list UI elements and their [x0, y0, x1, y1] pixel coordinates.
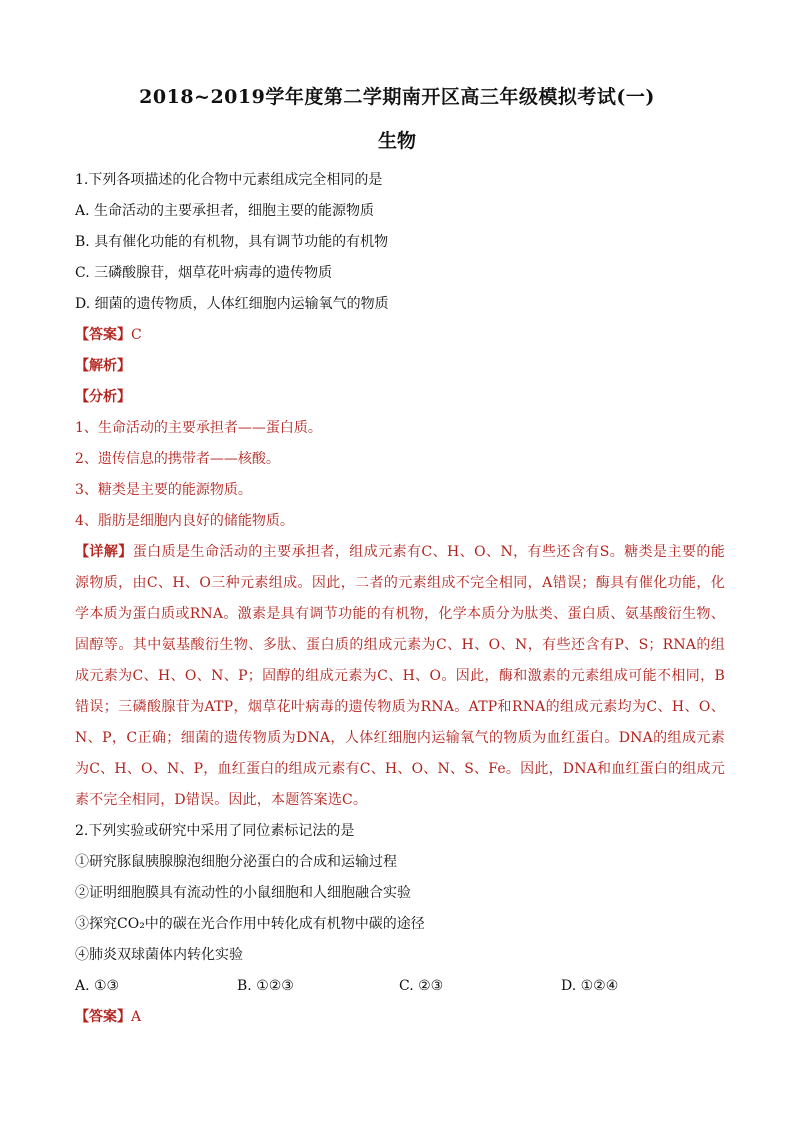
q2-item-2: ②证明细胞膜具有流动性的小鼠细胞和人细胞融合实验: [75, 885, 411, 901]
q2-option-d: D. ①②④: [561, 978, 619, 994]
q1-detail-tag: 【详解】: [75, 544, 133, 560]
subject-title: 生物: [377, 130, 416, 152]
q2-option-a: A. ①③: [75, 978, 120, 994]
q1-option-b: B. 具有催化功能的有机物，具有调节功能的有机物: [75, 234, 389, 250]
q2-option-c: C. ②③: [399, 978, 444, 994]
q2-item-4: ④肺炎双球菌体内转化实验: [75, 947, 243, 963]
q2-item-3: ③探究CO₂中的碳在光合作用中转化成有机物中碳的途径: [75, 916, 425, 932]
q1-fenxi-tag: 【分析】: [75, 389, 131, 405]
q1-stem: 1.下列各项描述的化合物中元素组成完全相同的是: [75, 172, 383, 188]
q1-point-2: 2、遗传信息的携带者——核酸。: [75, 451, 280, 467]
q1-option-d: D. 细菌的遗传物质，人体红细胞内运输氧气的物质: [75, 296, 389, 312]
q2-option-b: B. ①②③: [237, 978, 294, 994]
page-title: 2018~2019学年度第二学期南开区高三年级模拟考试(一): [139, 86, 655, 108]
q1-point-1: 1、生命活动的主要承担者——蛋白质。: [75, 420, 322, 436]
q1-answer-value: C: [131, 327, 142, 343]
q1-detail-text: 蛋白质是生命活动的主要承担者，组成元素有C、H、O、N，有些还含有S。糖类是主要的能源物质，由C、H、O三种元素组成。因此，二者的元素组成不完全相同，A错误；酶具有催化功能，化学本质为蛋白质或RNA。激素是具有调节功能的有机物，化学本质分为肽类、蛋白质、氨基酸衍生物、固醇等。其中氨基酸衍生物、多肽、蛋白质的组成元素为C、H、O、N，有些还含有P、S；RNA的组成元素为C、H、O、N、P；固醇的组成元素为C、H、O。因此，酶和激素的元素组成可能不相同，B错误；三磷酸腺苷为ATP，烟草花叶病毒的遗传物质为RNA。ATP和RNA的组成元素均为C、H、O、N、P，C正确；细菌的遗传物质为DNA，人体红细胞内运输氧气的物质为血红蛋白。DNA的组成元素为C、H、O、N、P，血红蛋白的组成元素有C、H、O、N、S、Fe。因此，DNA和血红蛋白的组成元素不完全相同，D错误。因此，本题答案选C。: [75, 544, 725, 808]
q2-answer-value: A: [131, 1009, 142, 1025]
q2-stem: 2.下列实验或研究中采用了同位素标记法的是: [75, 823, 355, 839]
q1-analysis-tag: 【解析】: [75, 358, 131, 374]
q2-answer-tag: 【答案】: [75, 1009, 131, 1025]
q1-point-3: 3、糖类是主要的能源物质。: [75, 482, 252, 498]
q2-options: [75, 971, 725, 1002]
q1-point-4: 4、脂肪是细胞内良好的储能物质。: [75, 513, 294, 529]
q2-answer: [75, 1002, 725, 1033]
q2-item-1: ①研究豚鼠胰腺腺泡细胞分泌蛋白的合成和运输过程: [75, 854, 397, 870]
q1-answer-tag: 【答案】: [75, 327, 131, 343]
q1-answer: [75, 320, 725, 351]
q1-option-c: C. 三磷酸腺苷，烟草花叶病毒的遗传物质: [75, 265, 333, 281]
document-body: [75, 165, 725, 1033]
q1-option-a: A. 生命活动的主要承担者，细胞主要的能源物质: [75, 203, 375, 219]
q1-detail: [75, 537, 725, 816]
